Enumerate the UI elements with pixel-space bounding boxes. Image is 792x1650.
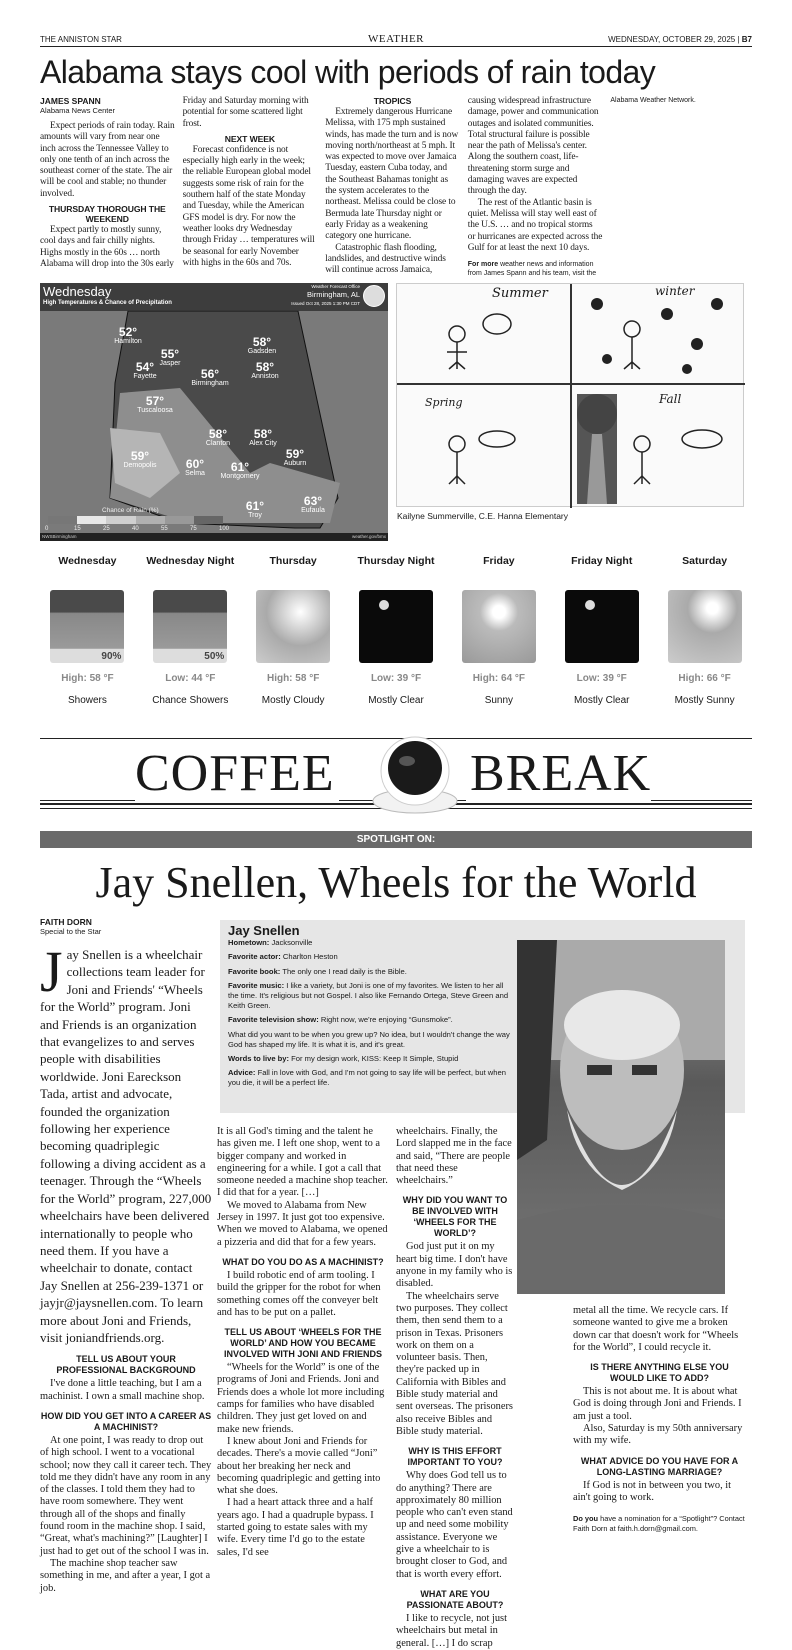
profile-fact bbox=[228, 1015, 513, 1025]
paragraph: Why does God tell us to do anything? There are approximately 80 million people who can't even stand up and need some mobility assistance. Everyone we give a wheelchair to is brought closer to God, and that is worth every effort. bbox=[396, 1470, 513, 1580]
paragraph: Expect periods of rain today. Rain amounts will vary from near one inch across the Tennessee Valley to only one tenth of an inch across the southeast corner of the state. The air will be cool and stable; no thunder involved. bbox=[40, 121, 175, 199]
feature-column-3 bbox=[396, 1126, 514, 1650]
forecast-period: Wednesday bbox=[58, 555, 117, 567]
paragraph: The machine shop teacher saw something in me, and after a year, I got a job. bbox=[40, 1557, 211, 1594]
jay-snellen-photo bbox=[517, 940, 725, 1294]
feature-column-1 bbox=[40, 1354, 212, 1594]
city-name: Clanton bbox=[205, 440, 231, 447]
map-day: Wednesday bbox=[43, 284, 112, 299]
feature-affiliation: Special to the Star bbox=[40, 927, 102, 936]
paragraph: I knew about Joni and Friends for decades. There's a movie called “Joni” about her breaking her neck and becoming quadriplegic and getting into what she does. bbox=[217, 1435, 381, 1497]
subhead: TROPICS bbox=[373, 96, 412, 106]
forecast-desc: Mostly Clear bbox=[573, 695, 630, 706]
moon-icon bbox=[585, 600, 595, 610]
forecast-temp: High: 64 °F bbox=[472, 673, 526, 684]
forecast-desc: Mostly Sunny bbox=[674, 695, 735, 706]
fact-value: What did you want to be when you grew up? No idea, but I wouldn't change the way God has shaped my life. It is what it is, and it's great. bbox=[228, 1029, 510, 1049]
rain-weather-icon bbox=[153, 590, 227, 663]
city-temp: 60° bbox=[185, 457, 205, 471]
feature-column-2 bbox=[217, 1126, 389, 1559]
map-footer-right: weather.gov/bmx bbox=[351, 534, 386, 539]
map-office-label: Weather Forecast Office bbox=[311, 284, 360, 289]
legend-tick: 40 bbox=[132, 526, 139, 532]
forecast-period: Friday bbox=[483, 555, 515, 567]
profile-fact bbox=[228, 1068, 513, 1088]
legend-tick: 55 bbox=[161, 526, 168, 532]
city-name: Birmingham bbox=[191, 380, 229, 387]
forecast-temp: Low: 44 °F bbox=[165, 673, 216, 684]
city-name: Gadsden bbox=[247, 348, 277, 355]
fact-value: I like a variety, but Joni is one of my favorites. We listen to her all the time. It's religious but not Gospel. I also like Fernando Ortega, Steve Green and Keith Green. bbox=[228, 980, 509, 1011]
fact-value: Fall in love with God, and I'm not going to say life will be perfect, but when you die, it will be a perfect life. bbox=[228, 1068, 506, 1088]
city-temp: 58° bbox=[253, 427, 273, 441]
fact-value: Charlton Heston bbox=[282, 952, 338, 962]
city-name: Demopolis bbox=[123, 462, 157, 469]
forecast-temp: High: 58 °F bbox=[266, 673, 320, 684]
city-name: Selma bbox=[185, 470, 205, 477]
forecast-temp: High: 58 °F bbox=[61, 673, 114, 684]
city-name: Tuscaloosa bbox=[137, 407, 173, 414]
forecast-temp: High: 66 °F bbox=[678, 673, 731, 684]
subhead: WHY DID YOU WANT TO BE INVOLVED WITH ‘WHEELS FOR THE WORLD’? bbox=[402, 1195, 508, 1239]
paragraph: God just put it on my heart big time. I don't have anyone in my family who is disabled. bbox=[396, 1241, 513, 1290]
feature-column-4 bbox=[573, 1305, 746, 1504]
city-temp: 52° bbox=[118, 325, 138, 339]
city-temp: 56° bbox=[200, 367, 220, 381]
forecast-day bbox=[36, 548, 139, 726]
subhead: NEXT WEEK bbox=[224, 133, 275, 144]
rain-weather-icon bbox=[50, 590, 124, 663]
map-city bbox=[115, 450, 165, 470]
forecast-period: Friday Night bbox=[571, 555, 633, 567]
paper-name: THE ANNISTON STAR bbox=[40, 35, 122, 44]
precip-chance: 90% bbox=[101, 651, 122, 662]
forecast-desc: Mostly Clear bbox=[368, 695, 424, 706]
city-name: Jasper bbox=[159, 360, 181, 367]
weather-story bbox=[40, 96, 745, 280]
paragraph: The wheelchairs serve two purposes. They collect them, then send them to a prison in Texas. Prisoners work on them on a volunteer basis. Then, they're packed up in California with Bibles and Bible study material and sent overseas. The prisoners also receive Bibles and Bible study material. bbox=[396, 1290, 513, 1437]
profile-fact bbox=[228, 952, 513, 962]
rain-legend-bar bbox=[48, 516, 223, 524]
city-temp: 58° bbox=[252, 335, 272, 349]
paragraph: I've done a little teaching, but I am a machinist. I own a small machine shop. bbox=[40, 1378, 205, 1402]
fact-value: Right now, we're enjoying “Gunsmoke”. bbox=[320, 1015, 453, 1025]
paragraph: It is all God's timing and the talent he has given me. I left one shop, went to a bigger company and worked in engineering for a while. I got a call that someone needed a machine shop teacher. I did that for a year. […] bbox=[217, 1126, 388, 1199]
subhead: THURSDAY THOROUGH THE WEEKEND bbox=[48, 204, 166, 225]
forecast-day bbox=[345, 548, 448, 726]
city-temp: 59° bbox=[130, 449, 150, 463]
forecast-day bbox=[550, 548, 653, 726]
profile-name: Jay Snellen bbox=[228, 923, 300, 938]
drop-cap: J bbox=[40, 939, 63, 1004]
paragraph: I like to recycle, not just wheelchairs but metal in general. […] I do scrap bbox=[396, 1612, 507, 1649]
map-city bbox=[130, 395, 180, 415]
profile-fact bbox=[228, 938, 513, 948]
feature-intro bbox=[40, 939, 212, 1346]
city-temp: 63° bbox=[303, 494, 323, 508]
night-weather-icon bbox=[565, 590, 639, 663]
drawing-caption: Kailyne Summerville, C.E. Hanna Elementary bbox=[397, 511, 569, 521]
coffee-word: COFFEE bbox=[135, 744, 339, 803]
city-temp: 54° bbox=[135, 360, 155, 374]
forecast-day bbox=[242, 548, 345, 726]
forecast-desc: Mostly Cloudy bbox=[261, 695, 325, 706]
paragraph: Expect partly to mostly sunny, cool days and fair chilly nights. Highs mostly in the 60s … north Alabama will drop into the 30s early Friday and Saturday morning with potential for some scattered light frost. bbox=[40, 96, 309, 269]
drawing-label-summer: Summer bbox=[492, 286, 548, 301]
paragraph: Also, Saturday is my 50th anniversary with my wife. bbox=[573, 1423, 743, 1447]
masthead bbox=[40, 33, 752, 47]
nomination-lead: Do you bbox=[573, 1514, 599, 1524]
forecast-period: Wednesday Night bbox=[146, 555, 235, 567]
paragraph: Forecast confidence is not especially high early in the week; the reliable European global model suggests some risk of rain for the southern half of the state Monday and Tuesday, while the American GFS model is dry. For now the weather looks dry Wednesday through Friday … temperatures will be seasonal for early November with highs in the 60s and 70s. bbox=[182, 144, 315, 268]
note-text: weather news and information from James Spann and his team, visit the Alabama Weather Network. bbox=[467, 97, 696, 278]
fact-label: Favorite music: bbox=[228, 980, 285, 990]
portrait-graphic bbox=[517, 940, 725, 1294]
child-drawing bbox=[396, 283, 744, 507]
map-issued: Issued Oct 28, 2025 1:30 PM CDT bbox=[291, 301, 360, 306]
forecast-day bbox=[139, 548, 242, 726]
coffee-break-banner bbox=[40, 738, 752, 816]
map-city bbox=[193, 428, 243, 448]
paragraph: wheelchairs. Finally, the Lord slapped me in the face and said, “There are people that need these wheelchairs.” bbox=[396, 1126, 512, 1187]
map-city bbox=[240, 361, 290, 381]
intro-text: ay Snellen is a wheelchair collections team leader for Joni and Friends' “Wheels for the World” program. Joni and Friends is an organization that evangelizes to and serves people with disabilities worldwide. Joni Eareckson Tada, artist and advocate, founded the organization following her experience becoming quadriplegic following a diving accident as a teenager. Through the “Wheels for the World” program, 227,000 wheelchairs have been delivered internationally to people who need them. If you have a wheelchair to donate, contact Jay Snellen at 256-239-1371 or jayjr@jaysnellen.com. To learn more about Joni and Friends, visit joniandfriends.org. bbox=[40, 947, 212, 1345]
map-city bbox=[185, 368, 235, 388]
spotlight-kicker: SPOTLIGHT ON: bbox=[40, 831, 752, 848]
coffee-cup-icon bbox=[365, 731, 465, 817]
map-city bbox=[170, 458, 220, 478]
drawing-label-winter: winter bbox=[655, 284, 695, 298]
map-subtitle: High Temperatures & Chance of Precipitation bbox=[43, 300, 172, 306]
legend-tick: 75 bbox=[190, 526, 197, 532]
fact-label: Favorite actor: bbox=[228, 952, 281, 962]
fact-label: Words to live by: bbox=[228, 1054, 290, 1064]
byline: JAMES SPANN bbox=[40, 96, 101, 106]
forecast-desc: Showers bbox=[67, 695, 107, 706]
map-city bbox=[238, 428, 288, 448]
fact-label: Advice: bbox=[228, 1068, 256, 1078]
forecast-temp: Low: 39 °F bbox=[370, 673, 422, 684]
cloudy-weather-icon bbox=[256, 590, 330, 663]
weather-story-body bbox=[40, 96, 602, 280]
legend-tick: 0 bbox=[45, 526, 49, 532]
affiliation: Alabama News Center bbox=[40, 106, 116, 115]
nomination-text: have a nomination for a “Spotlight”? Contact Faith Dorn at faith.h.dorn@gmail.com. bbox=[573, 1514, 745, 1534]
subhead: WHAT ADVICE DO YOU HAVE FOR A LONG-LASTING MARRIAGE? bbox=[580, 1455, 739, 1477]
legend-tick: 25 bbox=[103, 526, 110, 532]
forecast-desc: Chance Showers bbox=[152, 695, 229, 706]
map-city bbox=[120, 361, 170, 381]
paragraph: I had a heart attack three and a half years ago. I had a quadruple bypass. I started going to estate sales with my wife. Every time I'd go to the estate sales, I'd see bbox=[217, 1497, 374, 1558]
paragraph: We moved to Alabama from New Jersey in 1997. It just got too expensive. When we moved to Alabama, we opened a pizzeria and did that for a few years. bbox=[217, 1199, 388, 1248]
city-name: Anniston bbox=[251, 373, 279, 380]
subhead: WHAT DO YOU DO AS A MACHINIST? bbox=[222, 1256, 384, 1267]
city-name: Eufaula bbox=[301, 507, 325, 514]
section-name: WEATHER bbox=[367, 33, 425, 45]
forecast-period: Thursday bbox=[269, 555, 317, 567]
subhead: WHAT ARE YOU PASSIONATE ABOUT? bbox=[406, 1588, 504, 1610]
subhead: TELL US ABOUT YOUR PROFESSIONAL BACKGROUND bbox=[56, 1354, 196, 1376]
page-number: B7 bbox=[741, 35, 752, 44]
paragraph: I build robotic end of arm tooling. I build the gripper for the robot for when something comes off the conveyer belt and has to be put on a pallet. bbox=[217, 1269, 381, 1318]
city-name: Montgomery bbox=[220, 473, 260, 480]
map-city bbox=[215, 461, 265, 481]
forecast-period: Saturday bbox=[682, 555, 728, 567]
city-name: Fayette bbox=[133, 373, 157, 380]
feature-byline: FAITH DORN bbox=[40, 917, 92, 927]
break-word: BREAK bbox=[466, 744, 651, 803]
night-weather-icon bbox=[359, 590, 433, 663]
paragraph: metal all the time. We recycle cars. If someone wanted to give me a broken down car that doesn't work for “Wheels for the World”, I could recycle it. bbox=[573, 1305, 739, 1353]
paragraph: At one point, I was ready to drop out of high school. I went to a vocational school; now they call it career tech. They told me they didn't have any room in any of the classes. I told them they had to have room somewhere. They went through all of the shops and finally found room in the machine shop. I said, “Great, what's machining?” [Laughter] I just had to get out of the school I was in. bbox=[40, 1434, 212, 1557]
partly-weather-icon bbox=[668, 590, 742, 663]
weather-map bbox=[40, 283, 388, 541]
fact-value: The only one I read daily is the Bible. bbox=[282, 966, 407, 976]
legend-tick: 15 bbox=[74, 526, 81, 532]
profile-fact bbox=[228, 1030, 513, 1050]
paragraph: If God is not in between you two, it ain't going to work. bbox=[573, 1479, 732, 1503]
forecast-period: Thursday Night bbox=[357, 555, 435, 567]
nomination-note bbox=[573, 1514, 746, 1534]
date-line: WEDNESDAY, OCTOBER 29, 2025 | B7 bbox=[608, 35, 752, 44]
paragraph: Extremely dangerous Hurricane Melissa, with 175 mph sustained winds, has made the turn and is now moving north/northeast at 5 mph. It was expected to move over Jamaica Tuesday, eastern Cuba today, and the Southeast Bahamas tonight as the system accelerates to the northeast. Melissa could be close to Bermuda late Thursday night or early Friday as a weakening category one hurricane. bbox=[325, 107, 459, 242]
map-city bbox=[270, 448, 320, 468]
city-temp: 57° bbox=[145, 394, 165, 408]
feature-title: Jay Snellen, Wheels for the World bbox=[95, 858, 697, 907]
city-temp: 58° bbox=[255, 360, 275, 374]
fact-label: Hometown: bbox=[228, 938, 270, 948]
forecast-strip bbox=[36, 548, 756, 726]
paragraph: This is not about me. It is about what God is doing through Joni and Friends. I am just a tool. bbox=[573, 1386, 742, 1422]
map-footer-left: NWSBirmingham bbox=[42, 534, 77, 539]
nws-logo-icon bbox=[363, 285, 385, 307]
profile-fact bbox=[228, 967, 513, 977]
forecast-day bbox=[653, 548, 756, 726]
drawing-label-spring: Spring bbox=[425, 396, 463, 409]
map-office: Birmingham, AL bbox=[307, 290, 360, 299]
legend-tick: 100 bbox=[219, 526, 230, 532]
paragraph: “Wheels for the World” is one of the programs of Joni and Friends. Joni and Friends does a whole lot more including camps for families who have disabled children. They just get loved on and make new friends. bbox=[217, 1362, 385, 1435]
subhead: WHY IS THIS EFFORT IMPORTANT TO YOU? bbox=[407, 1446, 503, 1468]
sunny-weather-icon bbox=[462, 590, 536, 663]
feature-lead-column bbox=[40, 917, 212, 1595]
city-temp: 55° bbox=[160, 347, 180, 361]
profile-fact bbox=[228, 1054, 513, 1064]
moon-icon bbox=[379, 600, 389, 610]
feature-column-4-wrap bbox=[573, 1305, 746, 1534]
city-name: Auburn bbox=[283, 460, 307, 467]
map-city bbox=[103, 326, 153, 346]
profile-fact bbox=[228, 981, 513, 1012]
map-city bbox=[288, 495, 338, 515]
map-city bbox=[237, 336, 287, 356]
fact-value: For my design work, KISS: Keep It Simple, Stupid bbox=[291, 1054, 459, 1064]
city-temp: 59° bbox=[285, 447, 305, 461]
map-city bbox=[230, 500, 280, 520]
note-lead: For more bbox=[467, 261, 499, 269]
city-temp: 61° bbox=[245, 499, 265, 513]
city-temp: 58° bbox=[208, 427, 228, 441]
forecast-temp: Low: 39 °F bbox=[576, 673, 627, 684]
city-temp: 61° bbox=[230, 460, 250, 474]
subhead: TELL US ABOUT ‘WHEELS FOR THE WORLD’ AND HOW YOU BECAME INVOLVED WITH JONI AND FRIENDS bbox=[223, 1327, 382, 1360]
date: WEDNESDAY, OCTOBER 29, 2025 bbox=[608, 35, 736, 44]
fact-label: Favorite book: bbox=[228, 966, 281, 976]
weather-headline: Alabama stays cool with periods of rain today bbox=[40, 54, 656, 90]
paragraph: The rest of the Atlantic basin is quiet. Melissa will stay well east of the U.S. … and no tropical storms or hurricanes are expected across the Gulf for at least the next 10 days. bbox=[467, 197, 603, 253]
fact-label: Favorite television show: bbox=[228, 1015, 319, 1025]
fact-value: Jacksonville bbox=[271, 938, 313, 948]
city-name: Troy bbox=[248, 512, 262, 519]
forecast-desc: Sunny bbox=[484, 695, 514, 706]
city-name: Alex City bbox=[249, 440, 277, 447]
rain-legend-title: Chance of Rain (%) bbox=[102, 507, 159, 514]
forecast-day bbox=[447, 548, 550, 726]
subhead: HOW DID YOU GET INTO A CAREER AS A MACHINIST? bbox=[40, 1410, 212, 1432]
subhead: IS THERE ANYTHING ELSE YOU WOULD LIKE TO ADD? bbox=[590, 1362, 729, 1384]
drawing-label-fall: Fall bbox=[659, 392, 682, 406]
precip-chance: 50% bbox=[204, 651, 225, 662]
paragraph: Catastrophic flash flooding, landslides, and destructive winds will continue across Jamaica, causing widespread infrastructure damage, power and communication outages and isolated communities. Total structural failure is possible near the path of Melissa's center. Along the southern coast, life-threatening storm surge and damaging waves are expected through the day. bbox=[325, 96, 599, 276]
city-name: Hamilton bbox=[114, 338, 142, 345]
